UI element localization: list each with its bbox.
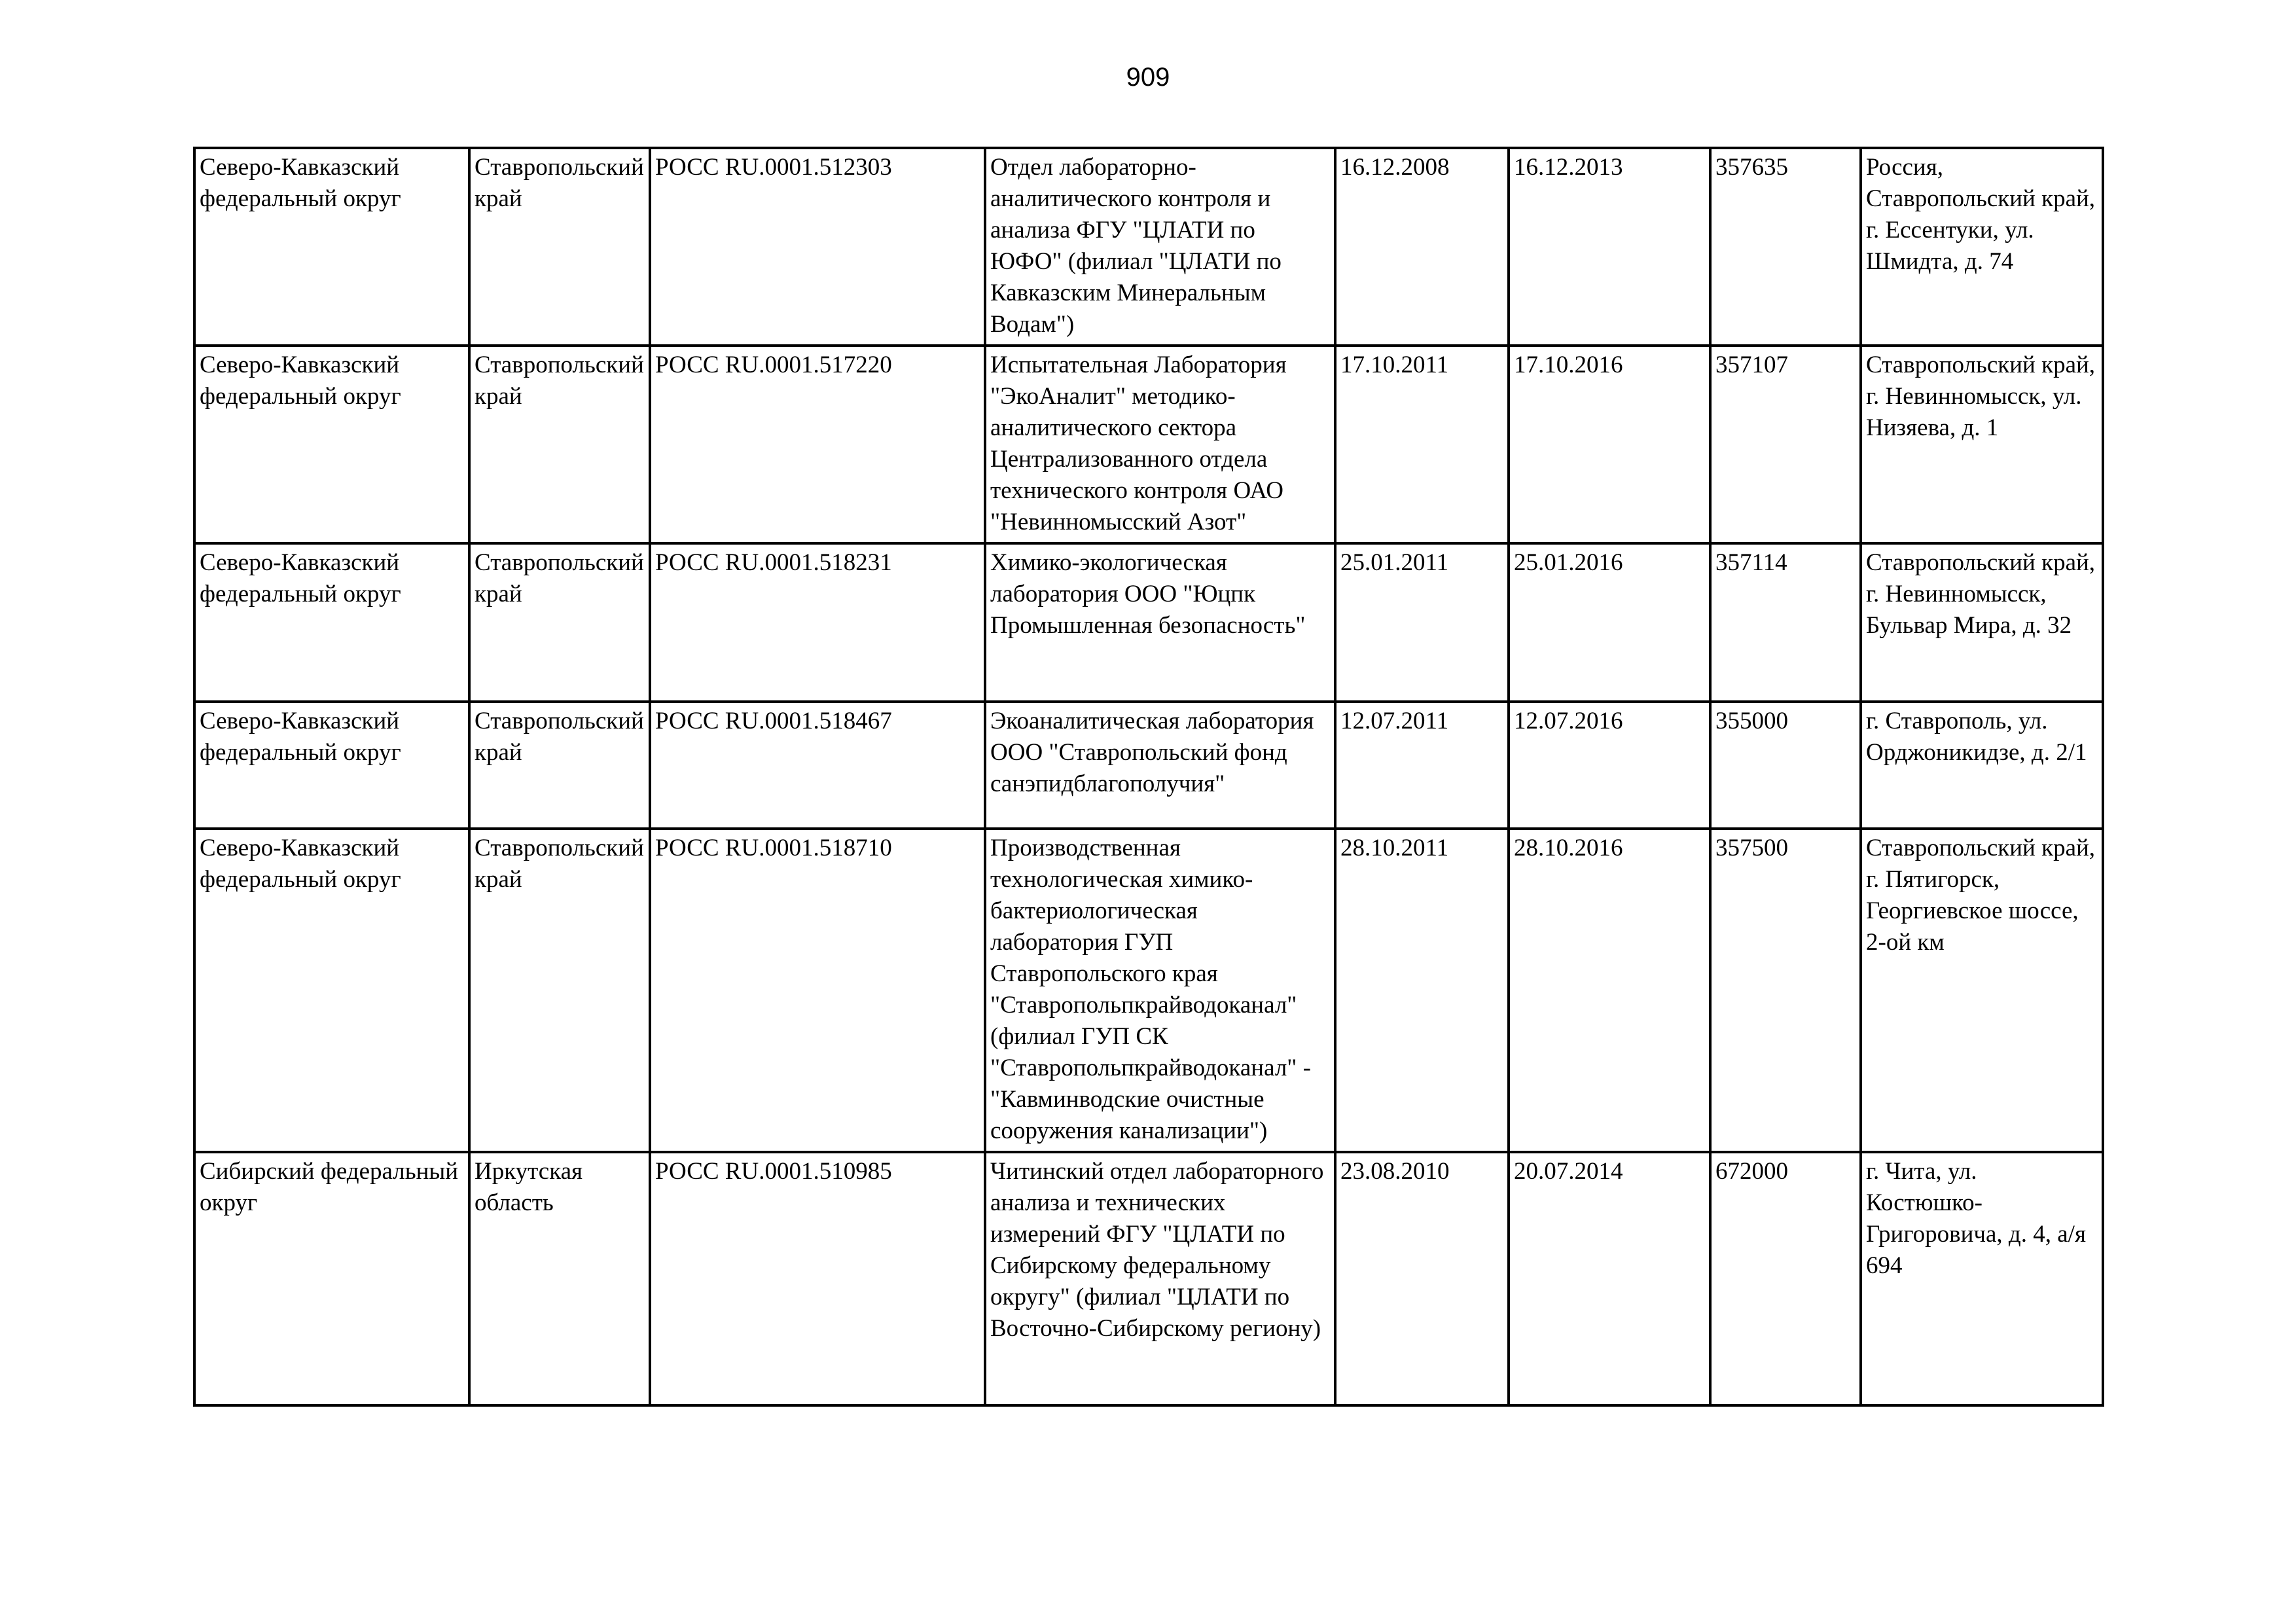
- date-issued-cell: 28.10.2011: [1335, 829, 1509, 1152]
- subject-cell: Ставропольский край: [469, 346, 650, 543]
- table-row: [194, 346, 2103, 543]
- district-cell: Северо-Кавказский федеральный округ: [194, 543, 469, 702]
- date-valid-cell: 12.07.2016: [1509, 702, 1710, 829]
- organization-cell: Испытательная Лаборатория "ЭкоАналит" методико-аналитического сектора Централизованного отдела технического контроля ОАО "Невинномысский Азот": [985, 346, 1335, 543]
- subject-cell: Ставропольский край: [469, 702, 650, 829]
- address-cell: Ставропольский край, г. Пятигорск, Георгиевское шоссе, 2-ой км: [1861, 829, 2103, 1152]
- address-cell: г. Ставрополь, ул. Орджоникидзе, д. 2/1: [1861, 702, 2103, 829]
- date-valid-cell: 17.10.2016: [1509, 346, 1710, 543]
- district-cell: Северо-Кавказский федеральный округ: [194, 346, 469, 543]
- subject-cell: Ставропольский край: [469, 829, 650, 1152]
- reg-number-cell: РОСС RU.0001.518467: [650, 702, 985, 829]
- district-cell: Северо-Кавказский федеральный округ: [194, 702, 469, 829]
- date-valid-cell: 16.12.2013: [1509, 148, 1710, 346]
- date-issued-cell: 17.10.2011: [1335, 346, 1509, 543]
- organization-cell: Химико-экологическая лаборатория ООО "Юцпк Промышленная безопасность": [985, 543, 1335, 702]
- address-cell: Ставропольский край, г. Невинномысск, ул. Низяева, д. 1: [1861, 346, 2103, 543]
- table-row: [194, 543, 2103, 702]
- reg-number-cell: РОСС RU.0001.512303: [650, 148, 985, 346]
- table-row: [194, 829, 2103, 1152]
- date-issued-cell: 23.08.2010: [1335, 1152, 1509, 1405]
- postcode-cell: 672000: [1710, 1152, 1861, 1405]
- reg-number-cell: РОСС RU.0001.517220: [650, 346, 985, 543]
- table-row: [194, 702, 2103, 829]
- subject-cell: Иркутская область: [469, 1152, 650, 1405]
- district-cell: Северо-Кавказский федеральный округ: [194, 829, 469, 1152]
- postcode-cell: 357114: [1710, 543, 1861, 702]
- date-issued-cell: 16.12.2008: [1335, 148, 1509, 346]
- postcode-cell: 355000: [1710, 702, 1861, 829]
- postcode-cell: 357107: [1710, 346, 1861, 543]
- date-valid-cell: 20.07.2014: [1509, 1152, 1710, 1405]
- reg-number-cell: РОСС RU.0001.518231: [650, 543, 985, 702]
- address-cell: г. Чита, ул. Костюшко-Григоровича, д. 4, а/я 694: [1861, 1152, 2103, 1405]
- subject-cell: Ставропольский край: [469, 148, 650, 346]
- postcode-cell: 357500: [1710, 829, 1861, 1152]
- date-issued-cell: 25.01.2011: [1335, 543, 1509, 702]
- organization-cell: Отдел лабораторно-аналитического контроля и анализа ФГУ "ЦЛАТИ по ЮФО" (филиал "ЦЛАТИ по Кавказским Минеральным Водам"): [985, 148, 1335, 346]
- date-issued-cell: 12.07.2011: [1335, 702, 1509, 829]
- address-cell: Россия, Ставропольский край, г. Ессентуки, ул. Шмидта, д. 74: [1861, 148, 2103, 346]
- postcode-cell: 357635: [1710, 148, 1861, 346]
- address-cell: Ставропольский край, г. Невинномысск, Бульвар Мира, д. 32: [1861, 543, 2103, 702]
- organization-cell: Производственная технологическая химико-бактериологическая лаборатория ГУП Ставропольского края "Ставропольпкрайводоканал" (филиал ГУП СК "Ставропольпкрайводоканал" - "Кавминводские очистные сооружения канализации"): [985, 829, 1335, 1152]
- reg-number-cell: РОСС RU.0001.510985: [650, 1152, 985, 1405]
- district-cell: Северо-Кавказский федеральный округ: [194, 148, 469, 346]
- date-valid-cell: 28.10.2016: [1509, 829, 1710, 1152]
- organization-cell: Читинский отдел лабораторного анализа и технических измерений ФГУ "ЦЛАТИ по Сибирскому федеральному округу" (филиал "ЦЛАТИ по Восточно-Сибирскому региону): [985, 1152, 1335, 1405]
- reg-number-cell: РОСС RU.0001.518710: [650, 829, 985, 1152]
- table-row: [194, 148, 2103, 346]
- organization-cell: Экоаналитическая лаборатория ООО "Ставропольский фонд санэпидблагополучия": [985, 702, 1335, 829]
- date-valid-cell: 25.01.2016: [1509, 543, 1710, 702]
- laboratory-registry-table: [193, 147, 2104, 1407]
- page-number: 909: [1126, 63, 1170, 92]
- subject-cell: Ставропольский край: [469, 543, 650, 702]
- table-row: [194, 1152, 2103, 1405]
- district-cell: Сибирский федеральный округ: [194, 1152, 469, 1405]
